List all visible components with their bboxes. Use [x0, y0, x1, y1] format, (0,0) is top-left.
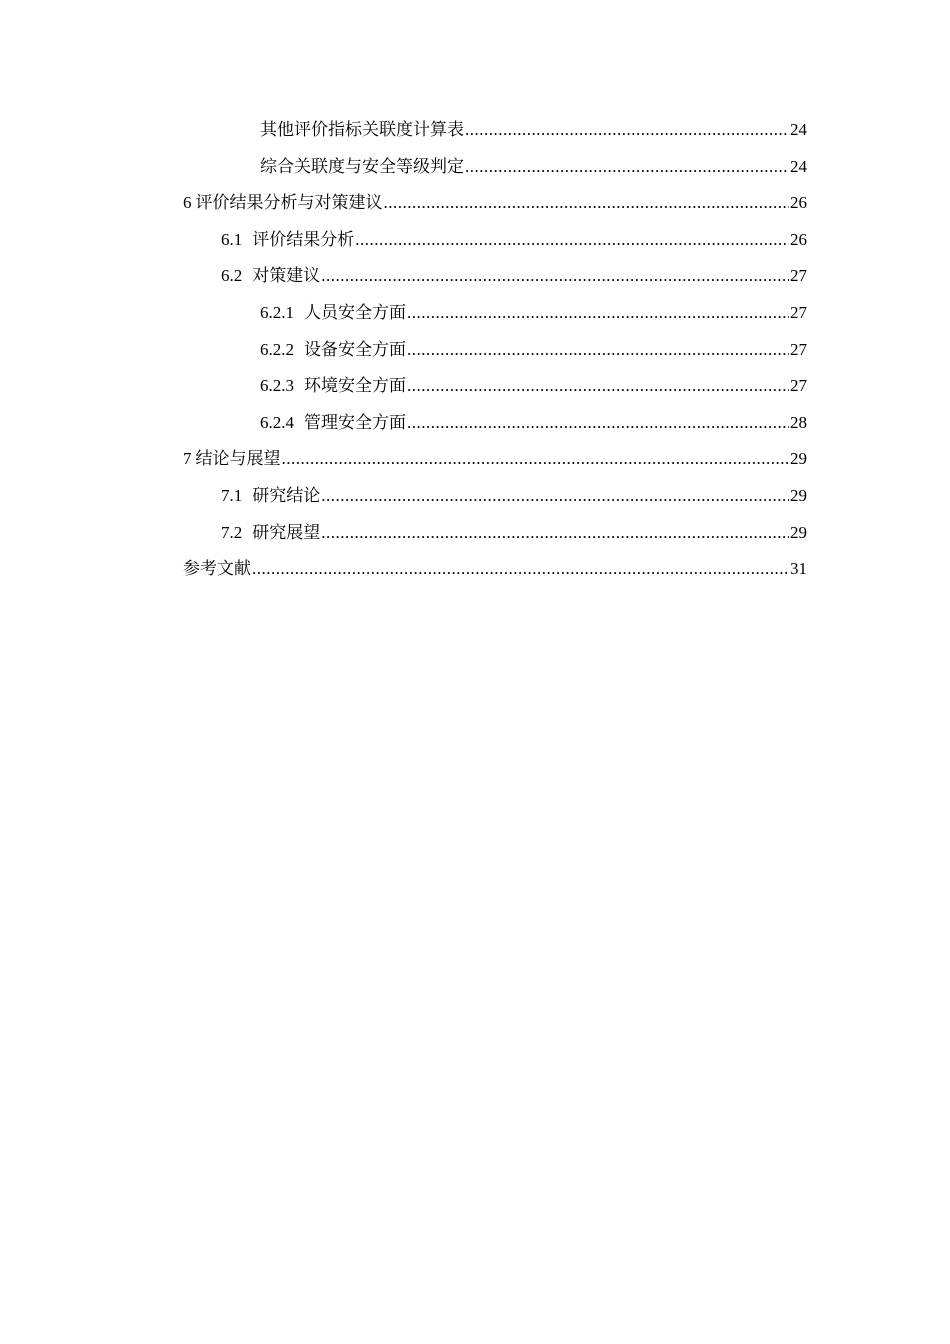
toc-entry-title: 研究结论: [252, 485, 321, 505]
toc-entry-number: 7.2: [221, 522, 243, 542]
toc-entry-title: 研究展望: [252, 522, 321, 542]
toc-dot-leader: [282, 441, 790, 478]
toc-page-number: 29: [790, 449, 807, 469]
toc-entry-number: 7.1: [221, 485, 243, 505]
toc-entry-number: 6.2.3: [260, 376, 294, 396]
toc-dot-leader: [465, 149, 789, 186]
toc-page-number: 29: [790, 485, 807, 505]
toc-page-number: 31: [790, 559, 807, 579]
toc-page-number: 27: [790, 302, 807, 322]
toc-page-number: 27: [790, 376, 807, 396]
toc-entry-title: 设备安全方面: [304, 339, 406, 359]
toc-entry-title: 人员安全方面: [304, 302, 406, 322]
toc-entry-title: 结论与展望: [195, 449, 281, 469]
toc-entry-number: 7: [183, 449, 192, 469]
toc-dot-leader: [407, 332, 789, 369]
toc-entry-section[interactable]: [183, 222, 807, 259]
toc-entry-title: 管理安全方面: [304, 412, 406, 432]
toc-entry-section[interactable]: [183, 515, 807, 552]
toc-page-number: 24: [790, 120, 807, 139]
toc-dot-leader: [407, 368, 789, 405]
toc-entry-subsection[interactable]: [183, 368, 807, 405]
toc-page-number: 28: [790, 412, 807, 432]
toc-page-number: 27: [790, 266, 807, 286]
toc-dot-leader: [321, 478, 789, 515]
toc-entry-section[interactable]: [183, 258, 807, 295]
toc-entry-number: 6.2: [221, 266, 243, 286]
toc-entry[interactable]: [183, 112, 807, 149]
toc-dot-leader: [321, 258, 789, 295]
toc-entry-title: 综合关联度与安全等级判定: [260, 156, 464, 176]
toc-entry-section[interactable]: [183, 478, 807, 515]
toc-entry-number: 6.1: [221, 229, 243, 249]
toc-dot-leader: [321, 515, 789, 552]
toc-dot-leader: [465, 112, 789, 149]
toc-page-number: 27: [790, 339, 807, 359]
toc-entry-subsection[interactable]: [183, 295, 807, 332]
toc-entry-title: 评价结果分析: [252, 229, 355, 249]
toc-entry-title: 环境安全方面: [304, 376, 406, 396]
toc-entry-title: 对策建议: [252, 266, 321, 286]
toc-dot-leader: [384, 185, 790, 222]
toc-dot-leader: [355, 222, 789, 259]
toc-entry-number: 6.2.2: [260, 339, 294, 359]
toc-dot-leader: [252, 551, 789, 588]
toc-entry-title: 其他评价指标关联度计算表: [260, 120, 464, 139]
toc-entry-number: 6.2.4: [260, 412, 294, 432]
toc-entry[interactable]: [183, 149, 807, 186]
toc-entry-subsection[interactable]: [183, 332, 807, 369]
toc-page-number: 26: [790, 193, 807, 213]
toc-page-number: 24: [790, 156, 807, 176]
toc-page-number: 26: [790, 229, 807, 249]
toc-entry-chapter[interactable]: [183, 185, 807, 222]
toc-page-number: 29: [790, 522, 807, 542]
toc-entry-title: 评价结果分析与对策建议: [195, 193, 383, 213]
toc-dot-leader: [407, 295, 789, 332]
toc-entry-title: 参考文献: [183, 559, 251, 579]
toc-entry-number: 6.2.1: [260, 302, 294, 322]
toc-entry-references[interactable]: [183, 551, 807, 588]
table-of-contents: [183, 112, 807, 588]
toc-entry-number: 6: [183, 193, 192, 213]
toc-entry-chapter[interactable]: [183, 441, 807, 478]
toc-dot-leader: [407, 405, 789, 442]
toc-entry-subsection[interactable]: [183, 405, 807, 442]
